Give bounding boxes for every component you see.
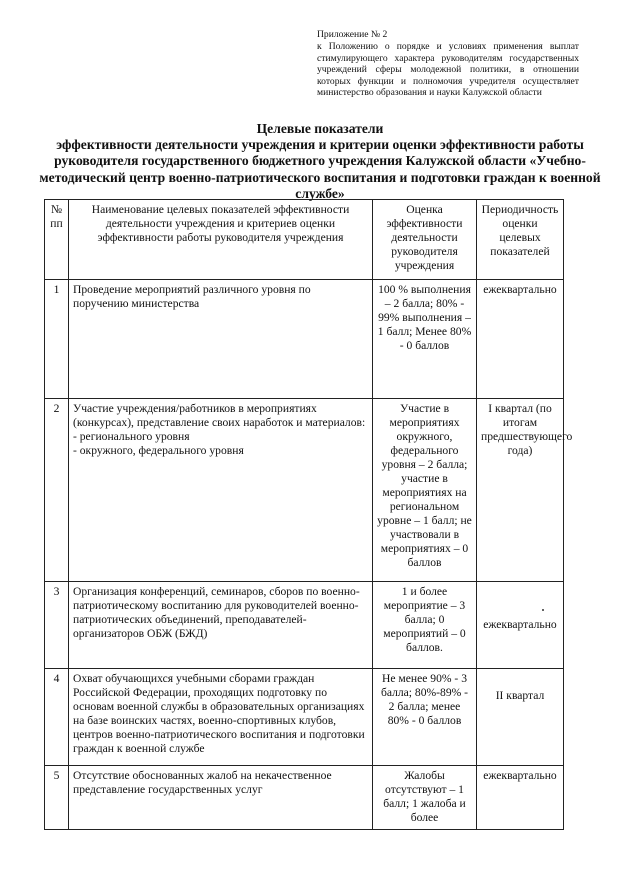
appendix-text: к Положению о порядке и условиях применения выплат стимулирующего характера руководителям государственных учреждений сферы молодежной политики, в отношении которых функции и полномочия учредителя осуществляет министерство образования и науки Калужской области bbox=[317, 41, 579, 99]
row-name-line: Охват обучающихся учебными сборами граждан Российской Федерации, проходящих подготовку по основам военной службы в образовательных организациях на базе воинских частях, военно-спортивных клубов, центров военно-патриотического воспитания и подготовки граждан к военной службе bbox=[73, 672, 365, 755]
row-period: I квартал (по итогам предшествующего года) bbox=[477, 399, 564, 582]
row-num: 2 bbox=[45, 399, 69, 582]
header-name: Наименование целевых показателей эффективности деятельности учреждения и критериев оценки эффективности работы руководителя учреждения bbox=[69, 200, 373, 280]
appendix-number: Приложение № 2 bbox=[317, 29, 388, 40]
row-name-line: - регионального уровня bbox=[73, 430, 190, 443]
row-name bbox=[69, 766, 373, 830]
scan-dot bbox=[542, 609, 544, 611]
row-name bbox=[69, 669, 373, 766]
row-period: ежеквартально bbox=[477, 582, 564, 669]
row-score: 1 и более мероприятие – 3 балла; 0 мероприятий – 0 баллов. bbox=[373, 582, 477, 669]
row-name bbox=[69, 280, 373, 399]
header-score: Оценка эффективности деятельности руководителя учреждения bbox=[373, 200, 477, 280]
row-score: Жалобы отсутствуют – 1 балл; 1 жалоба и более bbox=[373, 766, 477, 830]
row-name-line: Проведение мероприятий различного уровня по поручению министерства bbox=[73, 283, 311, 310]
row-period: II квартал bbox=[477, 669, 564, 766]
table-row bbox=[45, 280, 564, 399]
indicators-table bbox=[44, 199, 573, 830]
row-name-line: Участие учреждения/работников в мероприятиях (конкурсах), представление своих наработок и материалов: bbox=[73, 402, 366, 429]
row-num: 3 bbox=[45, 582, 69, 669]
row-name bbox=[69, 399, 373, 582]
row-score: Не менее 90% - 3 балла; 80%-89% - 2 балла; менее 80% - 0 баллов bbox=[373, 669, 477, 766]
table-row bbox=[45, 669, 564, 766]
row-name-line: Отсутствие обоснованных жалоб на некачественное представление государственных услуг bbox=[73, 769, 332, 796]
row-score: 100 % выполнения – 2 балла; 80% - 99% выполнения – 1 балл; Менее 80% - 0 баллов bbox=[373, 280, 477, 399]
row-period: ежеквартально bbox=[477, 280, 564, 399]
table-row bbox=[45, 399, 564, 582]
row-period: ежеквартально bbox=[477, 766, 564, 830]
header-period: Периодичность оценки целевых показателей bbox=[477, 200, 564, 280]
row-num: 1 bbox=[45, 280, 69, 399]
row-name-line: - окружного, федерального уровня bbox=[73, 444, 244, 457]
header-num: № пп bbox=[45, 200, 69, 280]
row-name bbox=[69, 582, 373, 669]
title-line-1: Целевые показатели bbox=[256, 121, 384, 136]
table-row bbox=[45, 766, 564, 830]
table-header-row bbox=[45, 200, 564, 280]
row-score: Участие в мероприятиях окружного, федерального уровня – 2 балла; участие в мероприятиях на региональном уровне – 1 балл; не участвовали в мероприятиях – 0 баллов bbox=[373, 399, 477, 582]
row-name-line: Организация конференций, семинаров, сборов по военно-патриотическому воспитанию для руководителей военно-патриотических объединений, преподавателей-организаторов ОБЖ (БЖД) bbox=[73, 585, 360, 640]
title-line-2: эффективности деятельности учреждения и критерии оценки эффективности работы руководителя государственного бюджетного учреждения Калужской области «Учебно-методический центр военно-патриотического воспитания и подготовки граждан к военной службе» bbox=[39, 137, 601, 201]
document-title bbox=[28, 121, 612, 202]
appendix-note bbox=[317, 29, 579, 98]
row-num: 5 bbox=[45, 766, 69, 830]
row-num: 4 bbox=[45, 669, 69, 766]
table-row bbox=[45, 582, 564, 669]
